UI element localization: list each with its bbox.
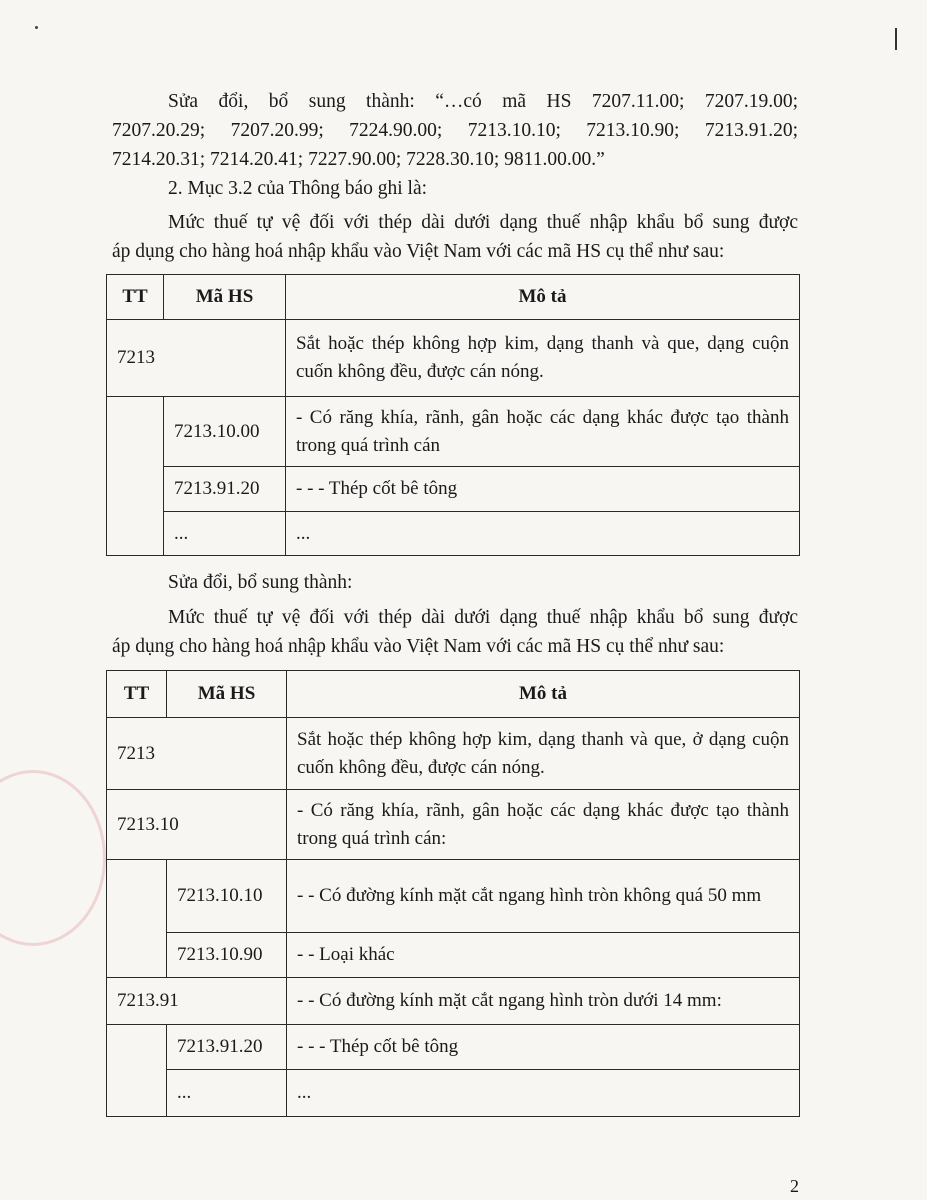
tt-cell xyxy=(107,860,167,933)
faded-seal-stamp xyxy=(0,770,106,946)
description-cell: - - Có đường kính mặt cắt ngang hình tròn không quá 50 mm xyxy=(287,860,800,933)
description-cell: Sắt hoặc thép không hợp kim, dạng thanh và que, dạng cuộn cuốn không đều, được cán nóng. xyxy=(286,320,800,397)
description-cell: - - Loại khác xyxy=(287,933,800,978)
rate-line-1-new: Mức thuế tự vệ đối với thép dài dưới dạng thuế nhập khẩu bổ sung được xyxy=(168,607,798,628)
header-description: Mô tả xyxy=(286,275,800,320)
table-row xyxy=(107,978,800,1025)
rate-line-1: Mức thuế tự vệ đối với thép dài dưới dạng thuế nhập khẩu bổ sung được xyxy=(168,212,798,233)
amend-heading: Sửa đổi, bổ sung thành: xyxy=(168,572,353,593)
table-row xyxy=(107,397,800,467)
header-description: Mô tả xyxy=(287,671,800,718)
item-2-heading: 2. Mục 3.2 của Thông báo ghi là: xyxy=(168,178,428,199)
tt-cell xyxy=(107,467,164,512)
header-hs-code: Mã HS xyxy=(164,275,286,320)
table-row xyxy=(107,1070,800,1117)
hs-code-cell: 7213.10.00 xyxy=(164,397,286,467)
description-cell: - Có răng khía, rãnh, gân hoặc các dạng khác được tạo thành trong quá trình cán: xyxy=(287,790,800,860)
amend-line-2: 7207.20.29; 7207.20.99; 7224.90.00; 7213.10.10; 7213.10.90; 7213.91.20; xyxy=(112,120,798,141)
description-cell: - - - Thép cốt bê tông xyxy=(287,1025,800,1070)
hs-code-cell: 7213.10.10 xyxy=(167,860,287,933)
rate-line-2: áp dụng cho hàng hoá nhập khẩu vào Việt Nam với các mã HS cụ thể như sau: xyxy=(112,241,725,262)
description-cell: ... xyxy=(286,512,800,556)
table-row xyxy=(107,790,800,860)
hs-code-cell: ... xyxy=(167,1070,287,1117)
hs-code-cell: 7213.10 xyxy=(107,790,287,860)
description-cell: - - Có đường kính mặt cắt ngang hình tròn dưới 14 mm: xyxy=(287,978,800,1025)
amend-line-3: 7214.20.31; 7214.20.41; 7227.90.00; 7228.30.10; 9811.00.00.” xyxy=(112,149,605,170)
scan-mark xyxy=(895,28,897,50)
hs-code-cell: 7213.91 xyxy=(107,978,287,1025)
amend-line-1: Sửa đổi, bổ sung thành: “…có mã HS 7207.11.00; 7207.19.00; xyxy=(168,91,798,112)
table-row xyxy=(107,718,800,790)
description-cell: ... xyxy=(287,1070,800,1117)
tt-cell xyxy=(107,397,164,467)
hs-code-cell: ... xyxy=(164,512,286,556)
rate-line-2-new: áp dụng cho hàng hoá nhập khẩu vào Việt Nam với các mã HS cụ thể như sau: xyxy=(112,636,725,657)
table-row xyxy=(107,933,800,978)
scan-dot xyxy=(35,26,38,29)
header-hs-code: Mã HS xyxy=(167,671,287,718)
page-number: 2 xyxy=(790,1176,799,1196)
hs-table-amended xyxy=(106,670,800,1117)
table-header-row xyxy=(107,275,800,320)
description-cell: - Có răng khía, rãnh, gân hoặc các dạng khác được tạo thành trong quá trình cán xyxy=(286,397,800,467)
description-cell: - - - Thép cốt bê tông xyxy=(286,467,800,512)
tt-cell xyxy=(107,1070,167,1117)
hs-code-cell: 7213 xyxy=(107,320,286,397)
hs-code-cell: 7213.10.90 xyxy=(167,933,287,978)
table-header-row xyxy=(107,671,800,718)
hs-code-cell: 7213.91.20 xyxy=(167,1025,287,1070)
hs-code-cell: 7213.91.20 xyxy=(164,467,286,512)
header-tt: TT xyxy=(107,275,164,320)
header-tt: TT xyxy=(107,671,167,718)
hs-code-cell: 7213 xyxy=(107,718,287,790)
hs-table-original xyxy=(106,274,800,556)
table-row xyxy=(107,467,800,512)
table-row xyxy=(107,860,800,933)
table-row xyxy=(107,512,800,556)
description-cell: Sắt hoặc thép không hợp kim, dạng thanh và que, ở dạng cuộn cuốn không đều, được cán nóng. xyxy=(287,718,800,790)
tt-cell xyxy=(107,933,167,978)
tt-cell xyxy=(107,1025,167,1070)
table-row xyxy=(107,320,800,397)
tt-cell xyxy=(107,512,164,556)
table-row xyxy=(107,1025,800,1070)
